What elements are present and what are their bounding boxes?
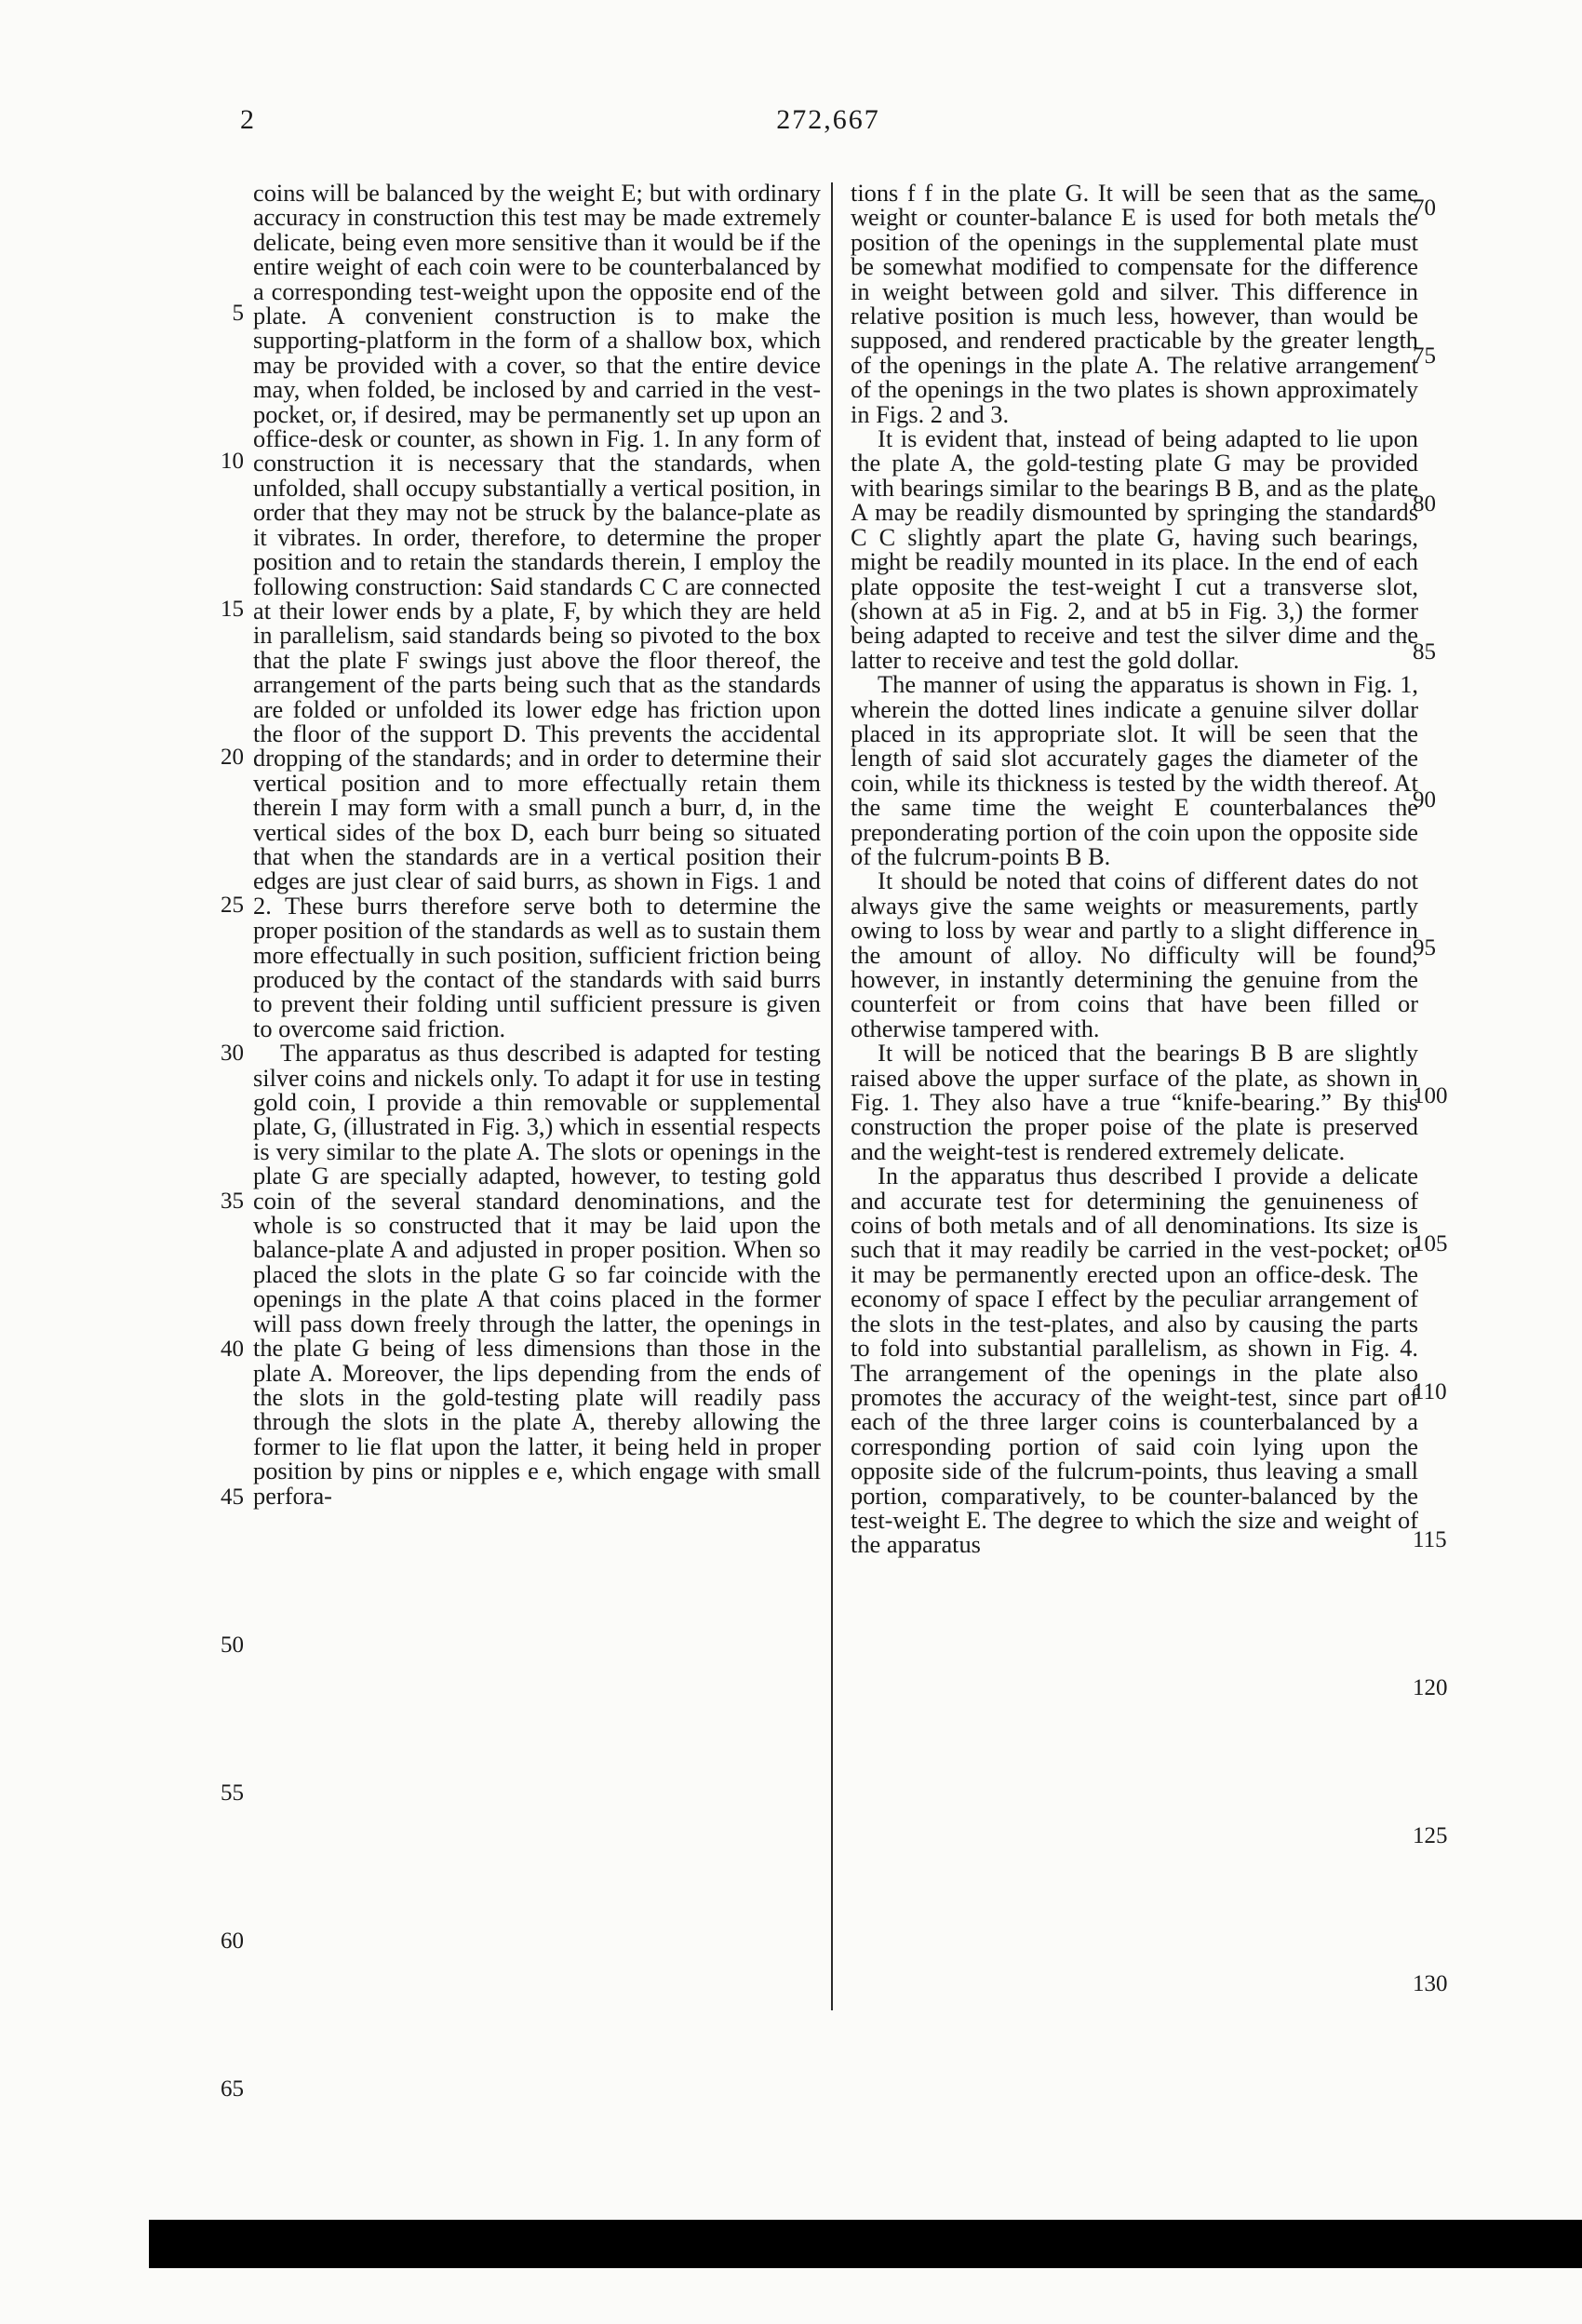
- paragraph: It is evident that, instead of being adapted to lie upon the plate A, the gold-testing plate G may be provided with bearings similar to the bearings B B, and as the plate A may be readily dismounted by springing the standards C C slightly apart the plate G, having such bearings, might be readily mounted in its place. In the end of each plate opposite the test-weight I cut a transverse slot, (shown at a5 in Fig. 2, and at b5 in Fig. 3,) the former being adapted to receive and test the silver dime and the latter to receive and test the gold dollar.: [851, 424, 1418, 674]
- paragraph: It should be noted that coins of different dates do not always give the same weights or measurements, partly owing to loss by wear and partly to a slight difference in the amount of alloy. No difficulty will be found, however, in instantly determining the genuine from the counterfeit or from coins that have been filled or otherwise tampered with.: [851, 866, 1418, 1042]
- paragraph: coins will be balanced by the weight E; but with ordinary accuracy in construction this test may be made extremely delicate, being even more sensitive than it would be if the entire weight of each coin were to be counterbalanced by a corresponding test-weight upon the opposite end of the plate. A convenient construction is to make the supporting-platform in the form of a shallow box, which may be provided with a cover, so that the entire device may, when folded, be inclosed by and carried in the vest-pocket, or, if desired, may be permanently set up upon an office-desk or counter, as shown in Fig. 1. In any form of construction it is necessary that the standards, when unfolded, shall occupy substantially a vertical position, in order that they may not be struck by the balance-plate as it vibrates. In order, therefore, to determine the proper position and to retain the standards therein, I employ the following construction: Said standards C C are connected at their lower ends by a plate, F, by which they are held in parallelism, said standards being so pivoted to the box that the plate F swings just above the floor thereof, the arrangement of the parts being such that as the standards are folded or unfolded its lower edge has friction upon the floor of the support D. This prevents the accidental dropping of the standards; and in order to determine their vertical position and to more effectually retain them therein I may form with a small punch a burr, d, in the vertical sides of the box D, each burr being so situated that when the standards are in a vertical position their edges are just clear of said burrs, as shown in Figs. 1 and 2. These burrs therefore serve both to determine the proper position of the standards as well as to sustain them more effectually in such position, sufficient friction being produced by the contact of the standards with said burrs to prevent their folding until sufficient pressure is given to overcome said friction.: [253, 179, 821, 1042]
- line-number: 50: [221, 1632, 244, 1658]
- paragraph: The manner of using the apparatus is shown in Fig. 1, wherein the dotted lines indicate a genuine silver dollar placed in its appropriate slot. It will be seen that the length of said slot accurately gages the diameter of the coin, while its thickness is tested by the width thereof. At the same time the weight E counterbalances the preponderating portion of the coin upon the opposite side of the fulcrum-points B B.: [851, 670, 1418, 870]
- line-number: 40: [221, 1337, 244, 1362]
- paragraph: In the apparatus thus described I provide a delicate and accurate test for determining the genuineness of coins of both metals and of all denominations. Its size is such that it may readily be carried in the vest-pocket; or it may be permanently erected upon an office-desk. The economy of space I effect by the peculiar arrangement of the slots in the test-plates, and also by causing the parts to fold into substantial parallelism, as shown in Fig. 4. The arrangement of the openings in the plate also promotes the accuracy of the weight-test, since part of each of the three larger coins is counterbalanced by a corresponding portion of said coin lying upon the opposite side of the fulcrum-points, thus leaving a small portion, comparatively, to be counter-balanced by the test-weight E. The degree to which the size and weight of the apparatus: [851, 1162, 1418, 1559]
- line-number: 115: [1413, 1527, 1447, 1552]
- right-column: [851, 181, 1418, 1557]
- line-number: 130: [1413, 1971, 1448, 1996]
- line-number: 45: [221, 1484, 244, 1510]
- patent-number: 272,667: [776, 104, 880, 135]
- line-number: 95: [1413, 935, 1436, 960]
- column-divider: [831, 182, 833, 2010]
- line-number: 65: [221, 2076, 244, 2102]
- line-number: 25: [221, 893, 244, 918]
- line-number: 70: [1413, 195, 1436, 221]
- line-number: 80: [1413, 491, 1436, 517]
- line-number: 85: [1413, 639, 1436, 665]
- paragraph: The apparatus as thus described is adapted for testing silver coins and nickels only. To adapt it for use in testing gold coin, I provide a thin removable or supplemental plate, G, (illustrated in Fig. 3,) which in essential respects is very similar to the plate A. The slots or openings in the plate G are specially adapted, however, to testing gold coin of the several standard denominations, and the whole is so constructed that it may be laid upon the balance-plate A and adjusted in proper position. When so placed the slots in the plate G so far coincide with the openings in the plate A that coins placed in the former will pass down freely through the latter, the openings in the plate G being of less dimensions than those in the plate A. Moreover, the lips depending from the ends of the slots in the gold-testing plate will readily pass through the slots in the plate A, thereby allowing the former to lie flat upon the latter, it being held in proper position by pins or nipples e e, which engage with small perfora-: [253, 1039, 821, 1510]
- page-number: 2: [240, 104, 256, 135]
- line-number: 20: [221, 745, 244, 770]
- line-number: 100: [1413, 1083, 1448, 1108]
- line-number: 60: [221, 1928, 244, 1954]
- line-number: 15: [221, 597, 244, 622]
- line-number: 105: [1413, 1231, 1448, 1256]
- line-number: 10: [221, 449, 244, 474]
- left-column: [253, 181, 821, 1508]
- paragraph: It will be noticed that the bearings B B are slightly raised above the upper surface of the plate, as shown in Fig. 1. They also have a true “knife-bearing.” By this construction the proper poise of the plate is preserved and the weight-test is rendered extremely delicate.: [851, 1039, 1418, 1165]
- line-number: 90: [1413, 787, 1436, 813]
- line-number: 125: [1413, 1823, 1448, 1848]
- line-number: 55: [221, 1780, 244, 1806]
- line-number: 120: [1413, 1675, 1448, 1700]
- line-number: 5: [232, 301, 244, 326]
- line-number: 110: [1413, 1379, 1447, 1404]
- paragraph: tions f f in the plate G. It will be seen that as the same weight or counter-balance E is used for both metals the position of the openings in the supplemental plate must be somewhat modified to compensate for the difference in weight between gold and silver. This difference in relative position is much less, however, than would be supposed, and rendered practicable by the greater length of the openings in the plate A. The relative arrangement of the openings in the two plates is shown approximately in Figs. 2 and 3.: [851, 179, 1418, 428]
- line-number: 35: [221, 1189, 244, 1214]
- line-number: 75: [1413, 343, 1436, 369]
- line-number: 30: [221, 1041, 244, 1066]
- scan-border-bar: [149, 2220, 1582, 2268]
